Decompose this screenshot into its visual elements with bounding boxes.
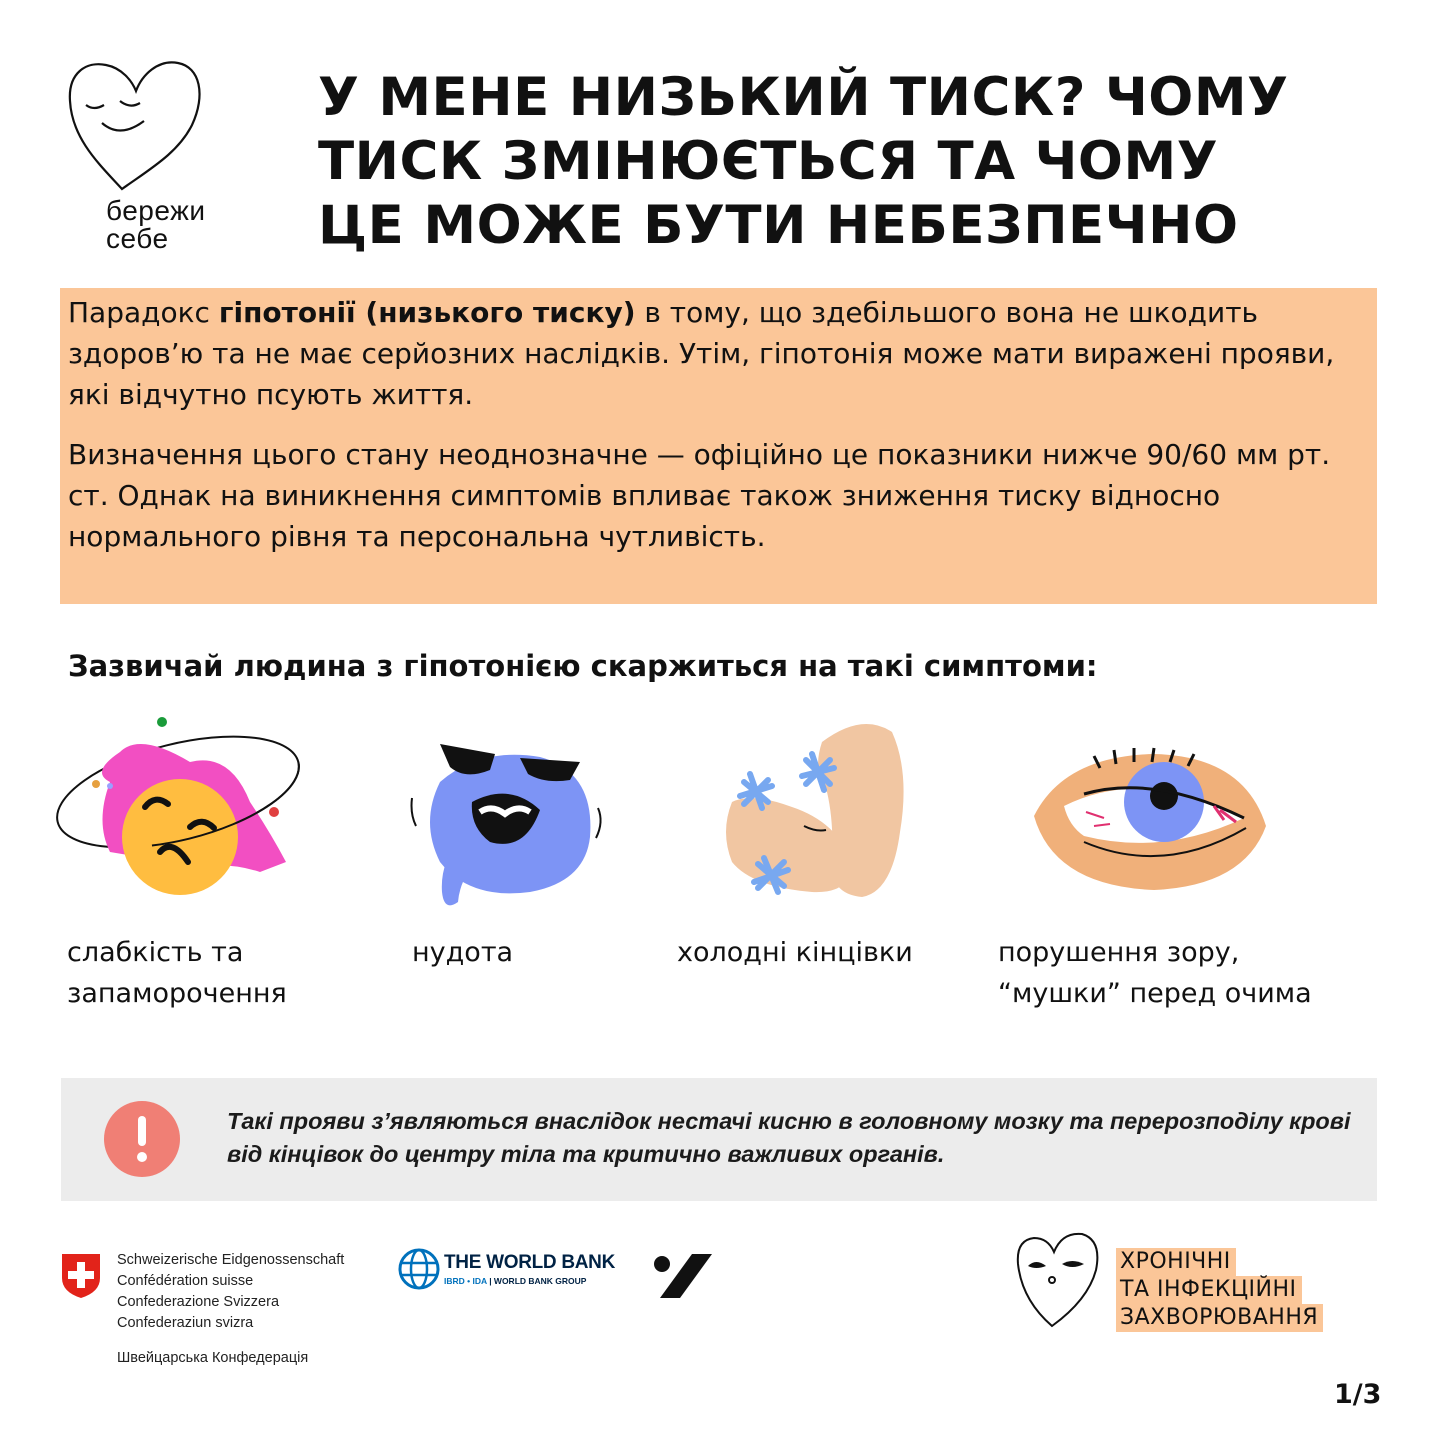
swiss-name-rm: Confederaziun svizra: [117, 1315, 254, 1331]
world-bank-subtitle: [444, 1276, 586, 1286]
world-bank-name: THE WORLD BANK: [444, 1252, 616, 1273]
swiss-shield-icon: [60, 1252, 102, 1300]
nausea-face-icon: [410, 742, 610, 912]
swiss-name-it: Confederazione Svizzera: [117, 1294, 280, 1310]
dizzy-face-icon: [50, 712, 310, 902]
bereghy-sebe-logo: [60, 55, 250, 255]
page-title: [318, 66, 1378, 258]
title-line-3: ЦЕ МОЖЕ БУТИ НЕБЕЗПЕЧНО: [318, 195, 1239, 256]
category-tag: [1116, 1248, 1323, 1332]
title-line-2: ТИСК ЗМІНЮЄТЬСЯ ТА ЧОМУ: [318, 131, 1219, 192]
swiss-name-fr: Confédération suisse: [117, 1273, 254, 1289]
note-text: Такі прояви з’являються внаслідок нестачі кисню в головному мозку та перерозподілу крові від кінцівок до центру тіла та критично важливих органів.: [227, 1108, 1351, 1167]
intro-paragraph-1: [68, 292, 1367, 415]
intro-text-start: Парадокс: [68, 296, 219, 329]
intro-box: [60, 288, 1377, 604]
swiss-names: [117, 1250, 344, 1334]
symptom-label-vision: порушення зору, “мушки” перед очима: [998, 937, 1312, 1009]
symptom-label-weakness: слабкість та запаморочення: [67, 937, 287, 1009]
title-line-1: У МЕНЕ НИЗЬКИЙ ТИСК? ЧОМУ: [318, 67, 1289, 128]
brand-line-1: бережи: [106, 195, 206, 226]
smiling-heart-icon: [60, 55, 250, 195]
swiss-name-de: Schweizerische Eidgenossenschaft: [117, 1252, 345, 1268]
intro-text-rest: в тому, що здебільшого вона не шкодить здоров’ю та не має серйозних наслідків. Утім, гіпотонія може мати виражені прояви, які відчутно псують життя.: [68, 296, 1335, 411]
symptom-label-nausea: нудота: [412, 937, 514, 968]
symptom-label-cold-limbs: холодні кінцівки: [677, 937, 913, 968]
swiss-confederation-logo: [60, 1250, 390, 1380]
world-bank-logo: [398, 1246, 618, 1296]
note-box: [61, 1078, 1377, 1201]
tag-line-1: ХРОНІЧНІ: [1116, 1248, 1236, 1276]
heart-face-icon: [1012, 1230, 1104, 1330]
page-number: 1/3: [1334, 1379, 1382, 1410]
slash-logo-icon: [652, 1252, 714, 1298]
globe-icon: [398, 1248, 440, 1290]
cold-feet-icon: [712, 712, 922, 912]
world-bank-group: | WORLD BANK GROUP: [489, 1276, 587, 1286]
brand-line-2: себе: [106, 223, 169, 254]
eye-icon: [1024, 746, 1274, 896]
swiss-caption: Швейцарська Конфедерація: [117, 1350, 309, 1366]
intro-highlight-term: гіпотонії (низького тиску): [218, 296, 636, 329]
tag-line-2: ТА ІНФЕКЦІЙНІ: [1116, 1276, 1302, 1304]
exclamation-icon: [104, 1101, 180, 1177]
world-bank-ibrd: IBRD • IDA: [444, 1276, 487, 1286]
intro-paragraph-2: Визначення цього стану неоднозначне — офіційно це показники нижче 90/60 мм рт. ст. Однак на виникнення симптомів впливає також зниження тиску відносно нормального рівня та персональна чутливість.: [68, 438, 1331, 553]
symptoms-heading: Зазвичай людина з гіпотонією скаржиться на такі симптоми:: [68, 649, 1098, 683]
tag-line-3: ЗАХВОРЮВАННЯ: [1116, 1304, 1323, 1332]
